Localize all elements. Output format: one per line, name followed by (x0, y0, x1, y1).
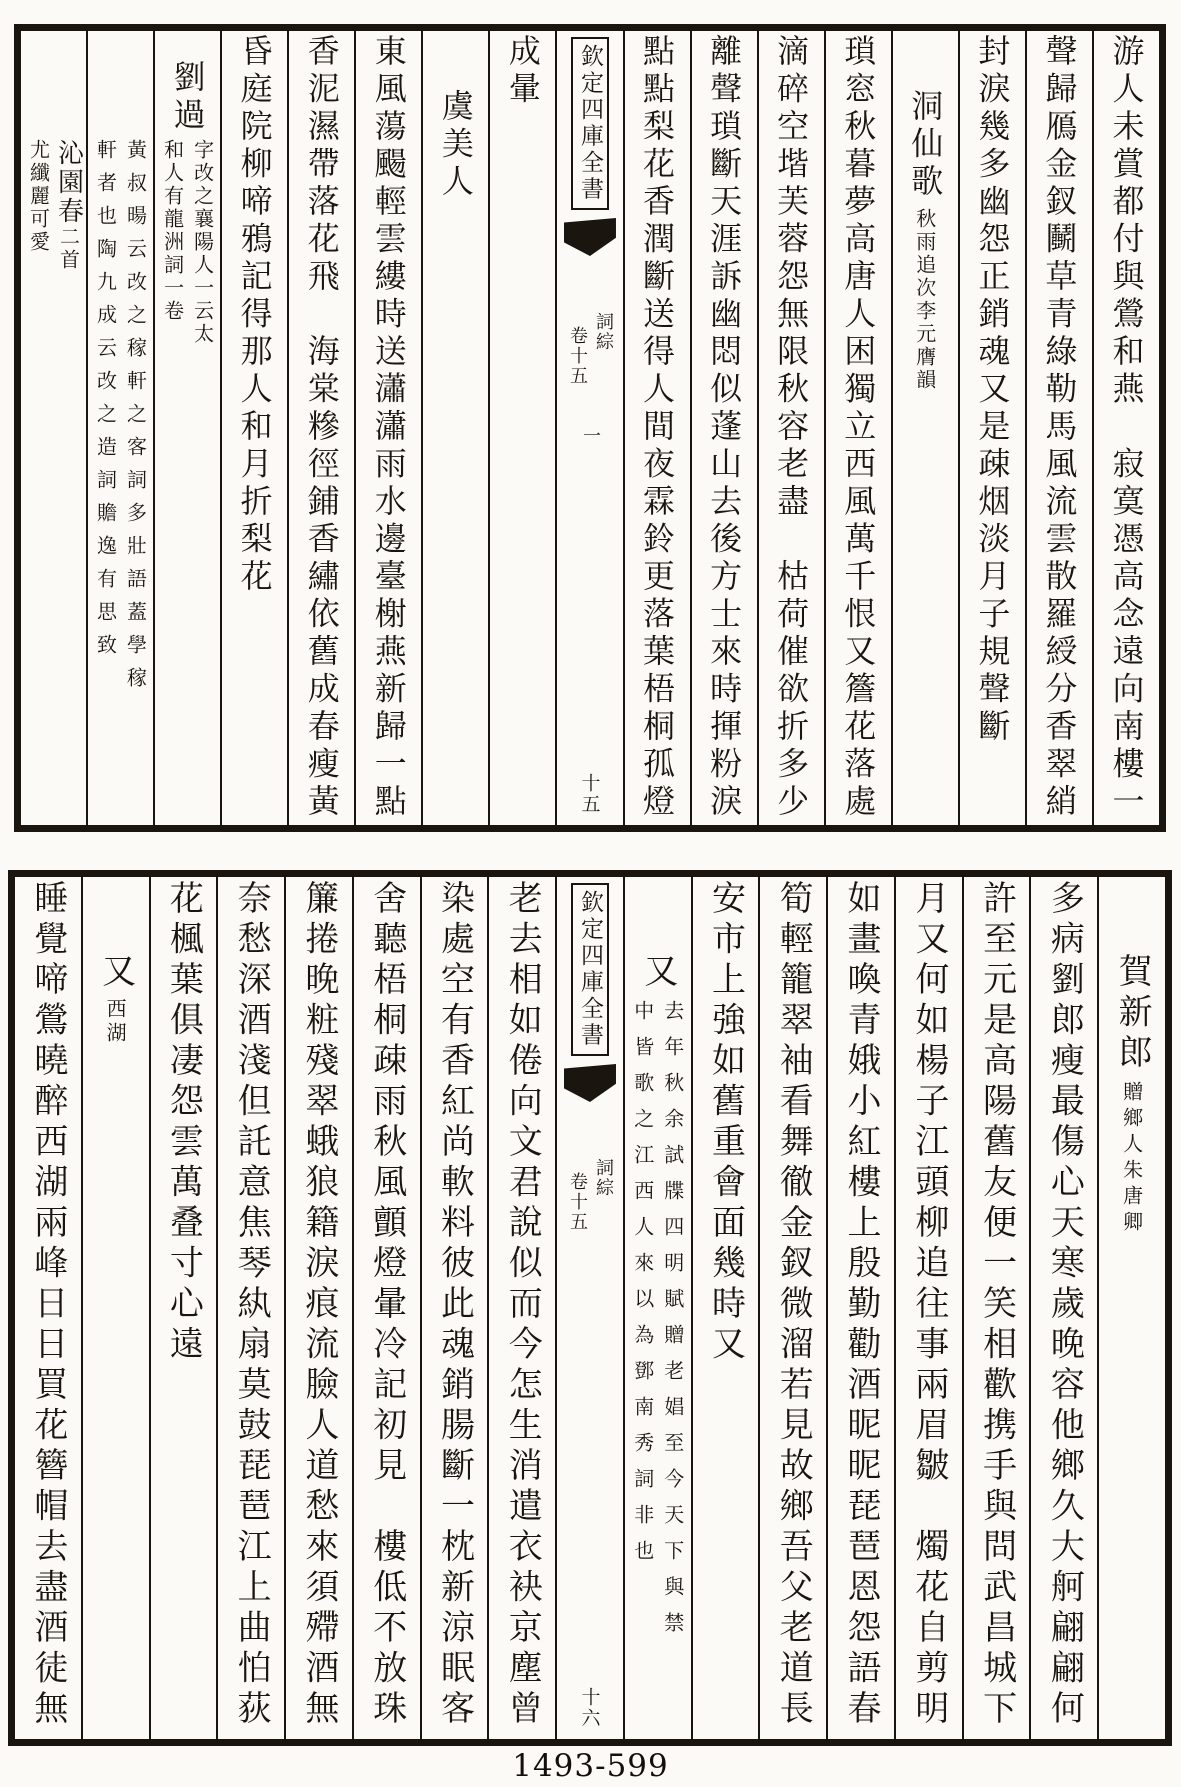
poem-line: 筍輕籠翠袖看舞徹金釵微溜若見故鄉吾父老道長 (773, 880, 814, 1731)
poem-line: 舍聽梧桐疎雨秋風顫燈暈冷記初見 樓低不放珠 (366, 880, 407, 1731)
poem-text-column (284, 877, 352, 1739)
commentary-column (86, 31, 153, 825)
fishtail-ornament (564, 218, 616, 256)
tune-title: 又 (637, 953, 678, 994)
tune-subtitle-note: 贈鄉人朱唐卿 (1119, 1080, 1144, 1237)
poem-text-column (826, 877, 894, 1739)
author-biography (158, 139, 218, 346)
tune-title: 又 (95, 953, 136, 994)
commentary-note (91, 139, 151, 700)
volume-mark: 一 (579, 426, 601, 444)
poem-line: 老去相如倦向文君說似而今怎生消遣衣袂京塵曾 (502, 880, 543, 1731)
poem-line: 許至元是高陽舊友便一笑相歡携手與問武昌城下 (976, 880, 1017, 1731)
tune-title-column (81, 877, 149, 1739)
poem-line: 月又何如楊子江頭柳追往事兩眉皺 燭花自剪明 (908, 880, 949, 1731)
biography-line: 字改之襄陽人一云太 (190, 139, 215, 346)
poem-line: 香泥濕帶落花飛 海棠糝徑鋪香繡依舊成春瘦黃 (302, 34, 341, 822)
tune-title-column (1097, 877, 1165, 1739)
poem-line: 簾捲晚粧殘翠蛾狼籍淚痕流臉人道愁來須殢酒無 (298, 880, 339, 1731)
poem-text-column (757, 31, 824, 825)
poem-line: 點點梨花香潤斷送得人間夜霖鈴更落葉梧桐孤燈 (638, 34, 677, 822)
poem-text-column (691, 877, 759, 1739)
poem-text-column (149, 877, 217, 1739)
poem-line: 昏庭院柳啼鴉記得那人和月折梨花 (235, 34, 274, 597)
poem-text-column (1029, 877, 1097, 1739)
commentary-line: 去年秋余試牒四明賦贈老娼至今天下與禁 (660, 999, 685, 1648)
poem-line: 聲歸鴈金釵鬭草青綠勒馬風流雲散羅綬分香翠綃 (1040, 34, 1079, 822)
poem-line: 離聲瑣斷天涯訴幽悶似蓬山去後方士來時揮粉淚 (705, 34, 744, 822)
poem-text-column (758, 877, 826, 1739)
poem-line: 滴碎空堦芙蓉怨無限秋容老盡 枯荷催欲折多少 (772, 34, 811, 822)
tune-subtitle-note: 西湖 (103, 997, 128, 1046)
commentary-line: 黃叔暘云改之稼軒之客詞多壯語蓋學稼 (123, 139, 148, 700)
poem-text-column (15, 877, 81, 1739)
poem-text-column (220, 31, 287, 825)
tune-title-column (891, 31, 958, 825)
bottom-page-frame (8, 870, 1172, 1746)
folio-book-info (564, 312, 616, 386)
book-title: 詞綜 (592, 312, 614, 352)
poem-text-column (487, 877, 555, 1739)
commentary-line: 中皆歌之江西人來以為鄧南秀詞非也 (630, 999, 655, 1576)
poem-text-column (623, 31, 690, 825)
poem-text-column (824, 31, 891, 825)
poem-text-column (690, 31, 757, 825)
biography-line: 和人有龍洲詞一卷 (160, 139, 185, 323)
poem-text-column (420, 877, 488, 1739)
fishtail-ornament (564, 1064, 616, 1102)
poem-text-column (354, 31, 421, 825)
tune-title-column (623, 877, 691, 1739)
folio-book-info (564, 1158, 616, 1232)
juan-number: 卷十五 (566, 1172, 588, 1232)
tune-title: 沁園春 (53, 139, 84, 226)
poem-text-column (958, 31, 1025, 825)
poem-line: 東風蕩颺輕雲縷時送瀟瀟雨水邊臺榭燕新歸一點 (369, 34, 408, 822)
poem-line: 染處空有香紅尚軟料彼此魂銷腸斷一枕新涼眠客 (434, 880, 475, 1731)
commentary-line: 軒者也陶九成云改之造詞贍逸有思致 (93, 139, 118, 667)
poem-text-column (216, 877, 284, 1739)
poem-line: 瑣窓秋暮夢高唐人困獨立西風萬千恨又簷花落處 (839, 34, 878, 822)
poem-line: 花楓葉俱凄怨雲萬叠寸心遠 (163, 880, 204, 1366)
poem-text-column (1092, 31, 1159, 825)
book-title: 詞綜 (592, 1158, 614, 1198)
imperial-banner-box (571, 883, 609, 1056)
poem-text-column (962, 877, 1030, 1739)
folio-center-column (555, 877, 623, 1739)
poem-line: 封淚幾多幽怨正銷魂又是疎烟淡月子規聲斷 (973, 34, 1012, 747)
poem-text-column (488, 31, 555, 825)
imperial-banner-title: 欽定四庫全書 (576, 890, 603, 1049)
top-page-frame (14, 24, 1166, 832)
page-label: 1493-599 (512, 1748, 669, 1784)
imperial-banner-box (571, 37, 609, 210)
poem-text-column (352, 877, 420, 1739)
poem-text-column (1025, 31, 1092, 825)
commentary-continuation: 尤纖麗可愛 (26, 139, 51, 254)
tune-title: 洞仙歌 (906, 89, 945, 202)
poem-text-column (894, 877, 962, 1739)
commentary-note (628, 1000, 688, 1648)
poem-line: 成暈 (503, 34, 542, 109)
author-column (153, 31, 220, 825)
poem-line: 如畫喚青娥小紅樓上殷勤勸酒昵昵琵琶恩怨語春 (841, 880, 882, 1731)
poem-line: 安市上強如舊重會面幾時又 (705, 880, 746, 1366)
imperial-banner-title: 欽定四庫全書 (576, 44, 603, 203)
poem-text-column (287, 31, 354, 825)
poem-line: 奈愁深酒淺但託意焦琴紈扇莫鼓琵琶江上曲怕荻 (231, 880, 272, 1731)
tune-title: 賀新郎 (1112, 953, 1153, 1075)
tune-title-with-count (53, 139, 83, 272)
tune-title-column (421, 31, 488, 825)
title-and-note-group (23, 139, 83, 272)
poem-line: 游人未賞都付與鶯和燕 寂寞憑高念遠向南樓一 (1107, 34, 1146, 822)
folio-page-number: 十六 (578, 1687, 601, 1729)
poem-line: 多病劉郎瘦最傷心天寒歲晚容他鄉久大舸翩翩何 (1044, 880, 1085, 1731)
poem-line: 睡覺啼鶯曉醉西湖兩峰日日買花簪帽去盡酒徒無 (27, 880, 68, 1731)
poem-count: 二首 (56, 226, 81, 272)
folio-center-column (555, 31, 622, 825)
juan-number: 卷十五 (566, 326, 588, 386)
author-name: 劉過 (168, 60, 207, 135)
tune-title-column (21, 31, 86, 825)
tune-title: 虞美人 (436, 89, 475, 202)
tune-subtitle-note: 秋雨追次李元膺韻 (912, 207, 937, 392)
folio-page-number: 十五 (578, 773, 601, 815)
